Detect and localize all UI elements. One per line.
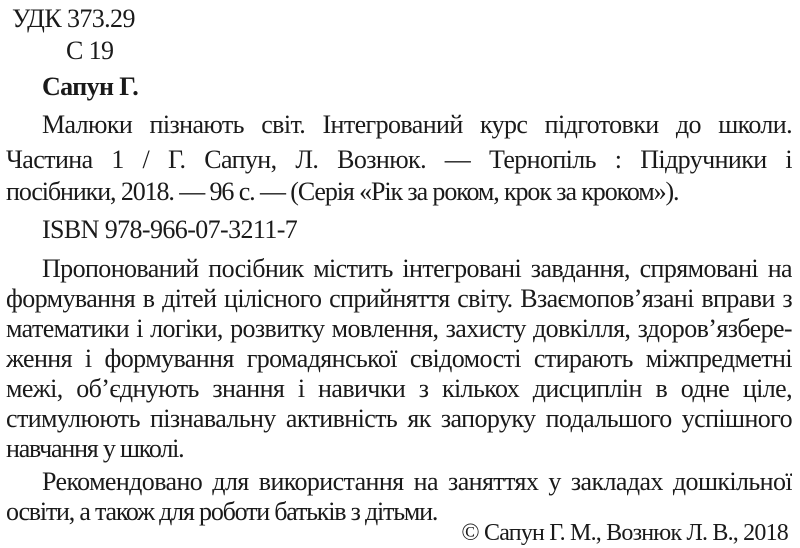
annotation-line: математики і логіки, розвитку мовлення, захисту довкілля, здоров’язбере- bbox=[6, 314, 792, 343]
annotation-line: формування в дітей цілісного сприйняття світу. Взаємопов’язані вправи з bbox=[6, 284, 792, 313]
bibliographic-line: Малюки пізнають світ. Інтегрований курс підготовки до школи. bbox=[42, 110, 792, 139]
recommendation-line: освіти, а також для роботи батьків з дітьми. bbox=[6, 497, 438, 526]
udc-code: УДК 373.29 bbox=[12, 4, 135, 33]
isbn: ISBN 978-966-07-3211-7 bbox=[42, 215, 298, 244]
annotation-line: межі, об’єднують знання і навички з кількох дисциплін в одне ціле, bbox=[6, 374, 792, 403]
bibliographic-line: Частина 1 / Г. Сапун, Л. Вознюк. — Тернопіль : Підручники і bbox=[6, 145, 792, 174]
annotation-line: навчання у школі. bbox=[6, 434, 184, 463]
annotation-line: стимулюють пізнавальну активність як запоруку подальшого успішного bbox=[6, 404, 792, 433]
author-heading: Сапун Г. bbox=[42, 72, 139, 101]
recommendation-line: Рекомендовано для використання на заняттях у закладах дошкільної bbox=[42, 467, 792, 496]
annotation-line: Пропонований посібник містить інтегровані завдання, спрямовані на bbox=[42, 254, 792, 283]
annotation-line: ження і формування громадянської свідомості стирають міжпредметні bbox=[6, 344, 792, 373]
bibliographic-line: посібники, 2018. — 96 с. — (Серія «Рік за роком, крок за кроком»). bbox=[6, 177, 679, 206]
cutter-code: С 19 bbox=[66, 36, 114, 65]
copyright: © Сапун Г. М., Вознюк Л. В., 2018 bbox=[461, 520, 788, 546]
